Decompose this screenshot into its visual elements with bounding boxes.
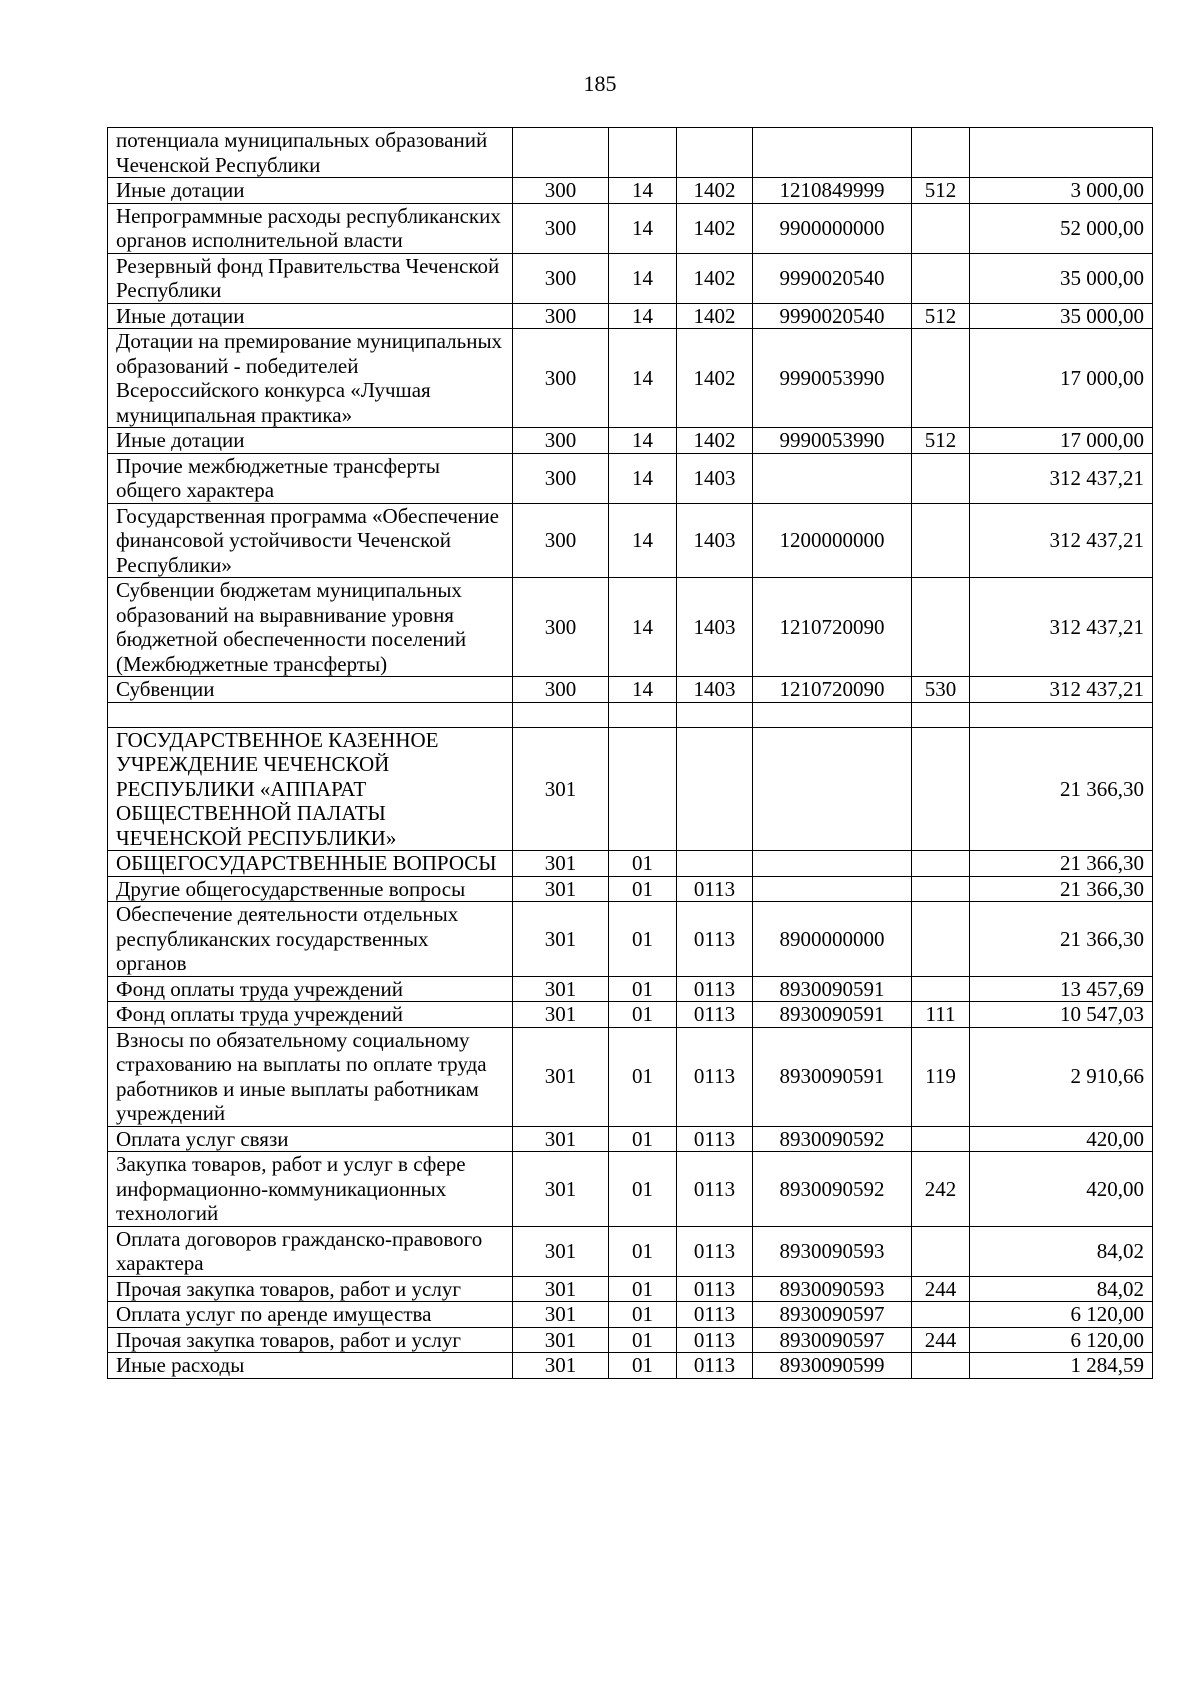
row-ved-cell: 301: [513, 1226, 609, 1276]
row-csr-cell: 1210849999: [753, 178, 912, 204]
row-name-cell: Прочая закупка товаров, работ и услуг: [108, 1276, 513, 1302]
row-rz-cell: [609, 128, 677, 178]
row-vr-cell: 119: [912, 1027, 970, 1126]
row-ved-cell: 301: [513, 1152, 609, 1227]
row-name-cell: ГОСУДАРСТВЕННОЕ КАЗЕННОЕ УЧРЕЖДЕНИЕ ЧЕЧЕНСКОЙ РЕСПУБЛИКИ «АППАРАТ ОБЩЕСТВЕННОЙ ПАЛАТЫ ЧЕЧЕНСКОЙ РЕСПУБЛИКИ»: [108, 727, 513, 851]
table-row: [108, 1353, 1153, 1379]
row-name-cell: Другие общегосударственные вопросы: [108, 876, 513, 902]
row-rz-cell: 01: [609, 1152, 677, 1227]
row-csr-cell: [753, 453, 912, 503]
row-vr-cell: [912, 902, 970, 977]
row-pr-cell: [677, 702, 753, 727]
row-pr-cell: [677, 727, 753, 851]
row-rz-cell: 01: [609, 1126, 677, 1152]
row-name-cell: Фонд оплаты труда учреждений: [108, 1002, 513, 1028]
row-vr-cell: [912, 203, 970, 253]
row-vr-cell: [912, 1302, 970, 1328]
row-csr-cell: 8930090593: [753, 1226, 912, 1276]
budget-table: [107, 127, 1153, 1379]
row-rz-cell: 14: [609, 303, 677, 329]
row-amount-cell: 84,02: [970, 1226, 1153, 1276]
row-csr-cell: [753, 727, 912, 851]
row-pr-cell: 1402: [677, 329, 753, 428]
row-pr-cell: 1402: [677, 253, 753, 303]
row-rz-cell: 01: [609, 902, 677, 977]
row-csr-cell: [753, 851, 912, 877]
row-vr-cell: 244: [912, 1276, 970, 1302]
row-vr-cell: [912, 727, 970, 851]
row-name-cell: [108, 702, 513, 727]
row-csr-cell: 9990053990: [753, 329, 912, 428]
row-csr-cell: [753, 702, 912, 727]
table-row: [108, 876, 1153, 902]
row-amount-cell: 21 366,30: [970, 876, 1153, 902]
table-row: [108, 503, 1153, 578]
row-name-cell: Оплата услуг связи: [108, 1126, 513, 1152]
row-ved-cell: 301: [513, 1353, 609, 1379]
table-row: [108, 428, 1153, 454]
row-csr-cell: [753, 128, 912, 178]
row-ved-cell: [513, 128, 609, 178]
row-vr-cell: 512: [912, 428, 970, 454]
row-rz-cell: 14: [609, 203, 677, 253]
table-row: [108, 1302, 1153, 1328]
row-amount-cell: 21 366,30: [970, 727, 1153, 851]
row-csr-cell: 8930090591: [753, 1002, 912, 1028]
table-row: [108, 1152, 1153, 1227]
row-name-cell: Резервный фонд Правительства Чеченской Республики: [108, 253, 513, 303]
row-pr-cell: 0113: [677, 1327, 753, 1353]
row-pr-cell: 0113: [677, 876, 753, 902]
row-ved-cell: 300: [513, 428, 609, 454]
row-ved-cell: 300: [513, 503, 609, 578]
row-rz-cell: 01: [609, 1027, 677, 1126]
row-amount-cell: 1 284,59: [970, 1353, 1153, 1379]
row-vr-cell: [912, 976, 970, 1002]
row-csr-cell: 8930090597: [753, 1302, 912, 1328]
row-csr-cell: 9990020540: [753, 303, 912, 329]
row-rz-cell: 14: [609, 503, 677, 578]
row-pr-cell: 1403: [677, 677, 753, 703]
row-name-cell: ОБЩЕГОСУДАРСТВЕННЫЕ ВОПРОСЫ: [108, 851, 513, 877]
table-row: [108, 976, 1153, 1002]
row-rz-cell: 14: [609, 453, 677, 503]
row-ved-cell: 300: [513, 178, 609, 204]
row-vr-cell: 242: [912, 1152, 970, 1227]
row-name-cell: Иные дотации: [108, 303, 513, 329]
row-ved-cell: 300: [513, 677, 609, 703]
row-rz-cell: 14: [609, 253, 677, 303]
row-name-cell: потенциала муниципальных образований Чеченской Республики: [108, 128, 513, 178]
table-row: [108, 303, 1153, 329]
table-row: [108, 178, 1153, 204]
row-amount-cell: [970, 702, 1153, 727]
row-name-cell: Оплата услуг по аренде имущества: [108, 1302, 513, 1328]
row-vr-cell: [912, 851, 970, 877]
row-ved-cell: 301: [513, 1027, 609, 1126]
row-amount-cell: 21 366,30: [970, 851, 1153, 877]
row-pr-cell: 1403: [677, 503, 753, 578]
row-vr-cell: [912, 128, 970, 178]
row-amount-cell: 84,02: [970, 1276, 1153, 1302]
row-vr-cell: 512: [912, 178, 970, 204]
row-csr-cell: 9900000000: [753, 203, 912, 253]
row-amount-cell: 10 547,03: [970, 1002, 1153, 1028]
table-row: [108, 1226, 1153, 1276]
row-csr-cell: 8930090593: [753, 1276, 912, 1302]
row-amount-cell: 35 000,00: [970, 253, 1153, 303]
row-name-cell: Обеспечение деятельности отдельных республиканских государственных органов: [108, 902, 513, 977]
row-pr-cell: [677, 128, 753, 178]
row-name-cell: Прочие межбюджетные трансферты общего характера: [108, 453, 513, 503]
row-rz-cell: 01: [609, 1226, 677, 1276]
row-ved-cell: 301: [513, 727, 609, 851]
row-csr-cell: 8930090597: [753, 1327, 912, 1353]
row-amount-cell: 17 000,00: [970, 329, 1153, 428]
row-ved-cell: 300: [513, 329, 609, 428]
row-amount-cell: 17 000,00: [970, 428, 1153, 454]
table-row: [108, 578, 1153, 677]
row-vr-cell: [912, 1126, 970, 1152]
row-amount-cell: 420,00: [970, 1152, 1153, 1227]
row-amount-cell: 6 120,00: [970, 1302, 1153, 1328]
row-vr-cell: 244: [912, 1327, 970, 1353]
row-vr-cell: [912, 253, 970, 303]
page-number: 185: [583, 71, 617, 96]
row-pr-cell: 0113: [677, 1353, 753, 1379]
row-ved-cell: 301: [513, 876, 609, 902]
table-row: [108, 727, 1153, 851]
table-row: [108, 1002, 1153, 1028]
row-csr-cell: 8900000000: [753, 902, 912, 977]
row-name-cell: Иные расходы: [108, 1353, 513, 1379]
row-name-cell: Фонд оплаты труда учреждений: [108, 976, 513, 1002]
row-vr-cell: 512: [912, 303, 970, 329]
row-rz-cell: [609, 702, 677, 727]
row-ved-cell: 301: [513, 1002, 609, 1028]
table-row: [108, 453, 1153, 503]
row-rz-cell: 01: [609, 1302, 677, 1328]
row-pr-cell: 0113: [677, 1302, 753, 1328]
row-ved-cell: 301: [513, 1126, 609, 1152]
row-rz-cell: 01: [609, 1353, 677, 1379]
row-csr-cell: 9990020540: [753, 253, 912, 303]
row-pr-cell: 0113: [677, 1027, 753, 1126]
row-rz-cell: 01: [609, 851, 677, 877]
row-name-cell: Оплата договоров гражданско-правового характера: [108, 1226, 513, 1276]
table-row: [108, 1327, 1153, 1353]
table-row: [108, 128, 1153, 178]
row-ved-cell: 300: [513, 203, 609, 253]
row-ved-cell: 300: [513, 578, 609, 677]
row-pr-cell: 1403: [677, 453, 753, 503]
table-body: [108, 128, 1153, 1379]
row-name-cell: Субвенции бюджетам муниципальных образований на выравнивание уровня бюджетной обеспеченности поселений (Межбюджетные трансферты): [108, 578, 513, 677]
row-amount-cell: 3 000,00: [970, 178, 1153, 204]
row-name-cell: Дотации на премирование муниципальных образований - победителей Всероссийского конкурса «Лучшая муниципальная практика»: [108, 329, 513, 428]
row-csr-cell: 8930090591: [753, 1027, 912, 1126]
row-name-cell: Прочая закупка товаров, работ и услуг: [108, 1327, 513, 1353]
row-name-cell: Закупка товаров, работ и услуг в сфере информационно-коммуникационных технологий: [108, 1152, 513, 1227]
row-amount-cell: 13 457,69: [970, 976, 1153, 1002]
row-amount-cell: 6 120,00: [970, 1327, 1153, 1353]
row-amount-cell: 312 437,21: [970, 677, 1153, 703]
row-amount-cell: 35 000,00: [970, 303, 1153, 329]
row-pr-cell: 0113: [677, 1226, 753, 1276]
row-pr-cell: 0113: [677, 1276, 753, 1302]
row-amount-cell: 312 437,21: [970, 578, 1153, 677]
row-ved-cell: [513, 702, 609, 727]
row-amount-cell: 420,00: [970, 1126, 1153, 1152]
row-rz-cell: 01: [609, 1276, 677, 1302]
row-ved-cell: 301: [513, 976, 609, 1002]
row-pr-cell: 1402: [677, 203, 753, 253]
row-rz-cell: 14: [609, 329, 677, 428]
row-name-cell: Иные дотации: [108, 178, 513, 204]
row-rz-cell: 01: [609, 876, 677, 902]
row-rz-cell: 01: [609, 1327, 677, 1353]
row-amount-cell: 52 000,00: [970, 203, 1153, 253]
row-rz-cell: 14: [609, 178, 677, 204]
row-csr-cell: 9990053990: [753, 428, 912, 454]
table-row: [108, 851, 1153, 877]
row-csr-cell: 8930090592: [753, 1152, 912, 1227]
row-amount-cell: 2 910,66: [970, 1027, 1153, 1126]
row-amount-cell: [970, 128, 1153, 178]
row-ved-cell: 301: [513, 1327, 609, 1353]
row-rz-cell: 14: [609, 677, 677, 703]
row-ved-cell: 301: [513, 902, 609, 977]
row-vr-cell: [912, 329, 970, 428]
row-vr-cell: [912, 876, 970, 902]
row-pr-cell: 0113: [677, 1126, 753, 1152]
row-csr-cell: 8930090591: [753, 976, 912, 1002]
table-row: [108, 329, 1153, 428]
row-ved-cell: 300: [513, 453, 609, 503]
row-ved-cell: 301: [513, 851, 609, 877]
row-rz-cell: [609, 727, 677, 851]
row-vr-cell: [912, 578, 970, 677]
row-name-cell: Государственная программа «Обеспечение финансовой устойчивости Чеченской Республики»: [108, 503, 513, 578]
row-amount-cell: 21 366,30: [970, 902, 1153, 977]
row-name-cell: Субвенции: [108, 677, 513, 703]
row-name-cell: Иные дотации: [108, 428, 513, 454]
row-pr-cell: 0113: [677, 902, 753, 977]
row-vr-cell: [912, 702, 970, 727]
row-name-cell: Взносы по обязательному социальному страхованию на выплаты по оплате труда работников и иные выплаты работникам учреждений: [108, 1027, 513, 1126]
row-vr-cell: [912, 1353, 970, 1379]
row-pr-cell: [677, 851, 753, 877]
row-ved-cell: 300: [513, 303, 609, 329]
row-vr-cell: 530: [912, 677, 970, 703]
table-row: [108, 1027, 1153, 1126]
row-rz-cell: 14: [609, 428, 677, 454]
row-ved-cell: 301: [513, 1302, 609, 1328]
table-row: [108, 1276, 1153, 1302]
row-vr-cell: [912, 503, 970, 578]
row-pr-cell: 1403: [677, 578, 753, 677]
table-row: [108, 677, 1153, 703]
row-amount-cell: 312 437,21: [970, 503, 1153, 578]
row-vr-cell: [912, 1226, 970, 1276]
row-rz-cell: 14: [609, 578, 677, 677]
row-pr-cell: 1402: [677, 428, 753, 454]
row-pr-cell: 0113: [677, 1002, 753, 1028]
table-row: [108, 702, 1153, 727]
row-rz-cell: 01: [609, 1002, 677, 1028]
row-vr-cell: 111: [912, 1002, 970, 1028]
row-ved-cell: 300: [513, 253, 609, 303]
table-row: [108, 902, 1153, 977]
table-row: [108, 253, 1153, 303]
row-amount-cell: 312 437,21: [970, 453, 1153, 503]
row-pr-cell: 0113: [677, 976, 753, 1002]
row-csr-cell: [753, 876, 912, 902]
table-row: [108, 203, 1153, 253]
row-name-cell: Непрограммные расходы республиканских органов исполнительной власти: [108, 203, 513, 253]
row-csr-cell: 1210720090: [753, 578, 912, 677]
row-rz-cell: 01: [609, 976, 677, 1002]
row-pr-cell: 1402: [677, 178, 753, 204]
row-ved-cell: 301: [513, 1276, 609, 1302]
row-csr-cell: 1210720090: [753, 677, 912, 703]
row-pr-cell: 1402: [677, 303, 753, 329]
row-csr-cell: 1200000000: [753, 503, 912, 578]
row-vr-cell: [912, 453, 970, 503]
row-csr-cell: 8930090599: [753, 1353, 912, 1379]
table-row: [108, 1126, 1153, 1152]
row-pr-cell: 0113: [677, 1152, 753, 1227]
row-csr-cell: 8930090592: [753, 1126, 912, 1152]
